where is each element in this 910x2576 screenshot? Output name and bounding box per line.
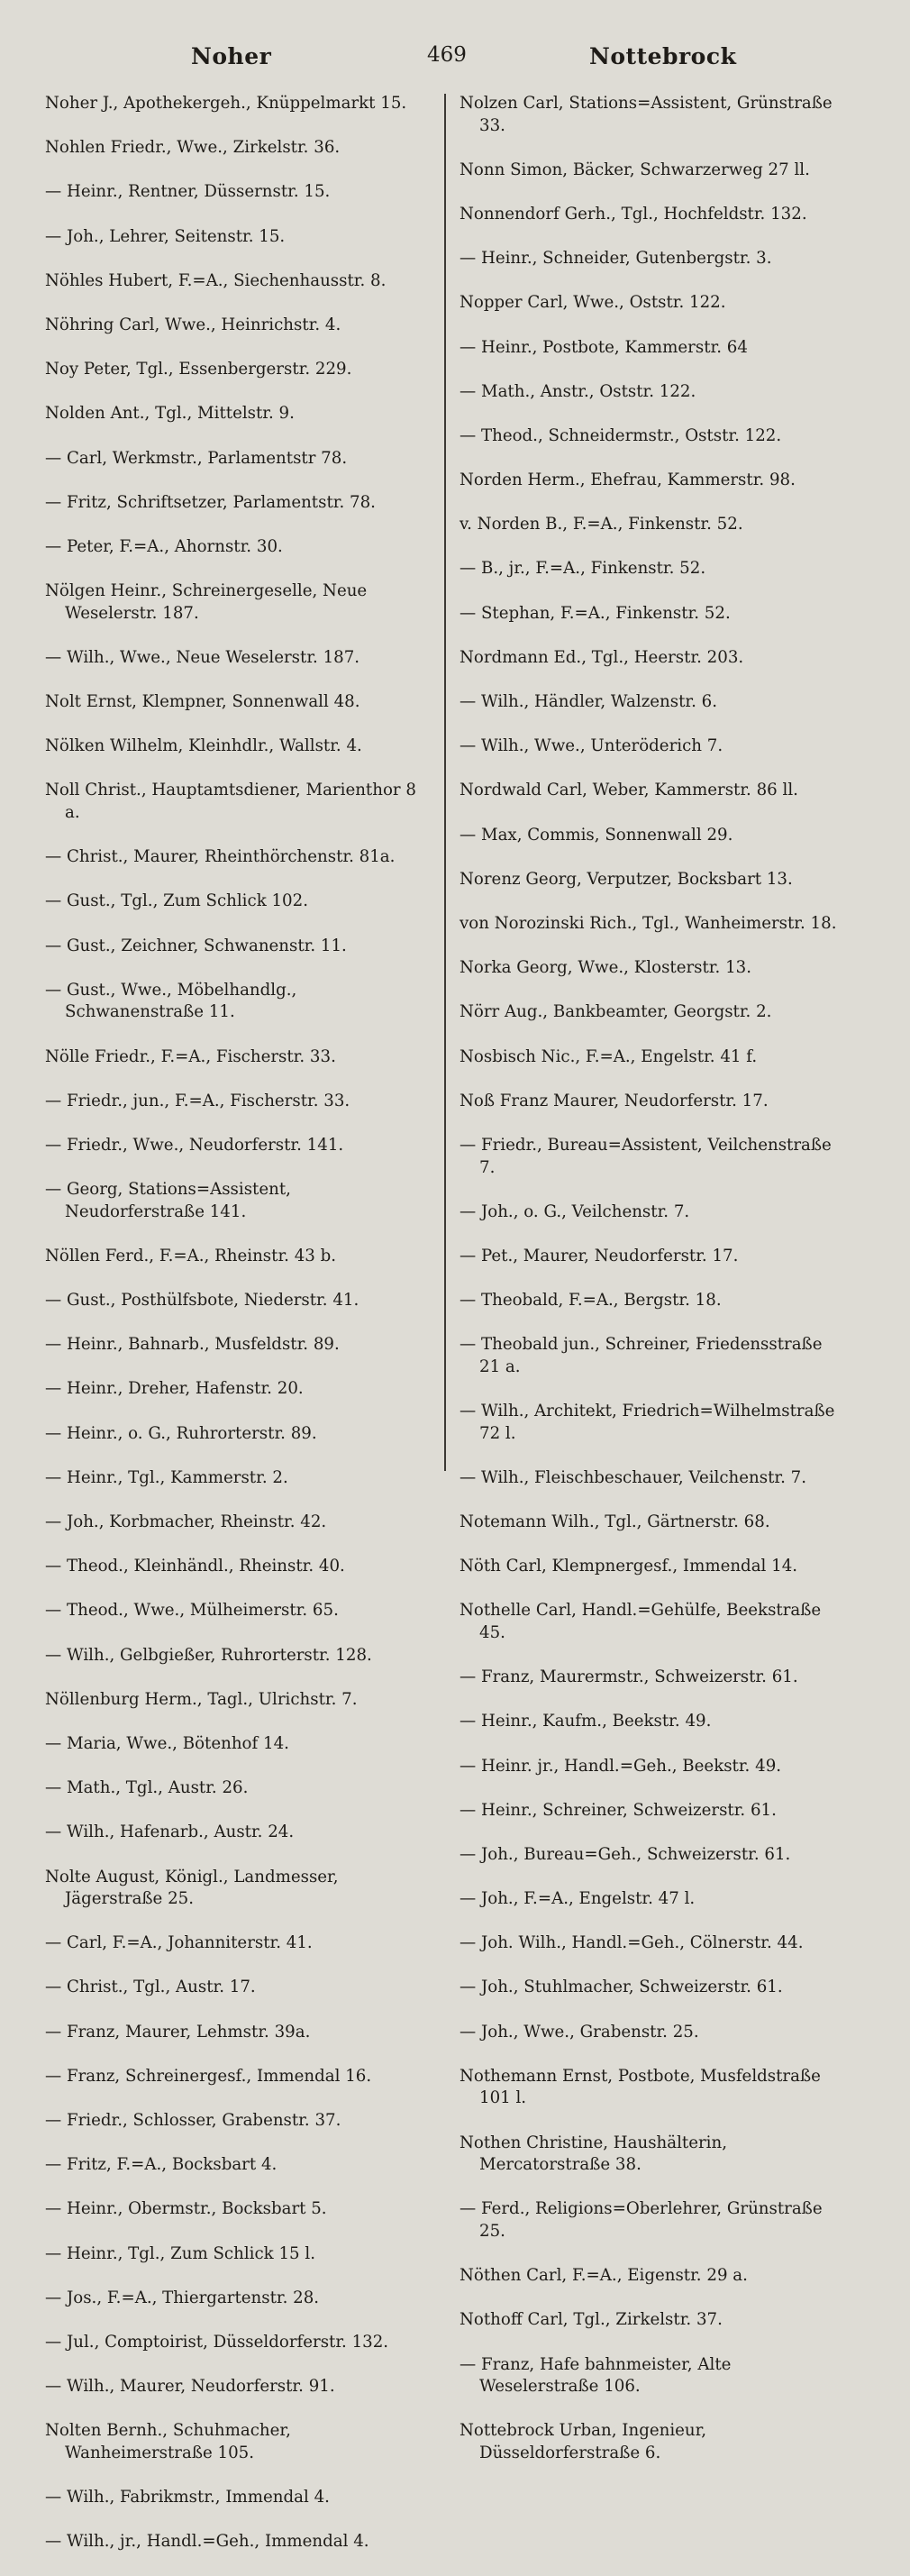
directory-entry: — Theod., Schneidermstr., Oststr. 122.	[460, 425, 782, 445]
directory-entry: — Heinr., Rentner, Düssernstr. 15.	[45, 182, 331, 202]
directory-entry: — Heinr., Obermstr., Bocksbart 5.	[45, 2199, 327, 2219]
directory-entry: Nölle Friedr., F.=A., Fischerstr. 33.	[45, 1046, 336, 1066]
directory-entry: — Joh. Wilh., Handl.=Geh., Cölnerstr. 44.	[460, 1933, 804, 1953]
directory-entry: Nöhles Hubert, F.=A., Siechenhausstr. 8.	[45, 270, 387, 290]
directory-entry: — Theobald jun., Schreiner, Friedensstraße 21 a.	[460, 1335, 823, 1376]
directory-entry: — Wilh., Gelbgießer, Ruhrorterstr. 128.	[45, 1645, 372, 1665]
directory-entry: Nöth Carl, Klempnergesf., Immendal 14.	[460, 1557, 798, 1576]
directory-entry: — Gust., Tgl., Zum Schlick 102.	[45, 891, 308, 911]
directory-entry: — Friedr., Bureau=Assistent, Veilchenstraße 7.	[460, 1135, 832, 1177]
directory-entry: — Jul., Comptoirist, Düsseldorferstr. 132.	[45, 2332, 389, 2352]
directory-entry: — Wilh., Fleischbeschauer, Veilchenstr. 7.	[460, 1467, 806, 1487]
directory-entry: — Joh., Korbmacher, Rheinstr. 42.	[45, 1512, 327, 1531]
directory-entry: — Franz, Schreinergesf., Immendal 16.	[45, 2066, 372, 2086]
directory-entry: — Heinr., Kaufm., Beekstr. 49.	[460, 1712, 712, 1731]
directory-entry: v. Norden B., F.=A., Finkenstr. 52.	[460, 515, 743, 534]
directory-entry: — Carl, Werkmstr., Parlamentstr 78.	[45, 448, 348, 468]
directory-entry: Nothoff Carl, Tgl., Zirkelstr. 37.	[460, 2310, 723, 2330]
directory-entry: — Friedr., Schlosser, Grabenstr. 37.	[45, 2111, 341, 2131]
directory-entry: Nonn Simon, Bäcker, Schwarzerweg 27 ll.	[460, 160, 810, 179]
directory-entry: Nöllen Ferd., F.=A., Rheinstr. 43 b.	[45, 1246, 337, 1265]
directory-entry: Nolzen Carl, Stations=Assistent, Grünstraße 33.	[460, 94, 833, 135]
left-column	[45, 93, 431, 2576]
header-right-keyword: Nottebrock	[589, 43, 737, 69]
directory-entry: — Jos., F.=A., Thiergartenstr. 28.	[45, 2288, 320, 2307]
directory-entry: — Wilh., jr., Handl.=Geh., Immendal 4.	[45, 2532, 369, 2552]
directory-entry: — Heinr., Schreiner, Schweizerstr. 61.	[460, 1800, 777, 1820]
directory-entry: Norka Georg, Wwe., Klosterstr. 13.	[460, 958, 751, 978]
directory-entry: — Pet., Maurer, Neudorferstr. 17.	[460, 1246, 739, 1265]
directory-entry: Nolte August, Königl., Landmesser, Jägerstraße 25.	[45, 1867, 339, 1909]
directory-entry: Nonnendorf Gerh., Tgl., Hochfeldstr. 132.	[460, 204, 807, 224]
directory-entry: — Joh., Lehrer, Seitenstr. 15.	[45, 226, 286, 246]
directory-entry: — Christ., Maurer, Rheinthörchenstr. 81a.	[45, 847, 396, 867]
directory-entry: Noher J., Apothekergeh., Knüppelmarkt 15.	[45, 94, 407, 113]
directory-entry: — Carl, F.=A., Johanniterstr. 41.	[45, 1933, 313, 1953]
directory-entry: Noß Franz Maurer, Neudorferstr. 17.	[460, 1091, 769, 1110]
right-column	[460, 93, 847, 2487]
directory-entry: — Peter, F.=A., Ahornstr. 30.	[45, 536, 283, 556]
page-header	[0, 43, 910, 79]
directory-entry: — Heinr. jr., Handl.=Geh., Beekstr. 49.	[460, 1756, 782, 1776]
directory-entry: Nottebrock Urban, Ingenieur, Düsseldorferstraße 6.	[460, 2421, 707, 2462]
directory-entry: — Gust., Wwe., Möbelhandlg., Schwanenstraße 11.	[45, 980, 297, 1022]
directory-entry: — B., jr., F.=A., Finkenstr. 52.	[460, 559, 706, 579]
directory-entry: — Joh., Stuhlmacher, Schweizerstr. 61.	[460, 1978, 783, 1997]
directory-entry: — Heinr., Bahnarb., Musfeldstr. 89.	[45, 1335, 340, 1355]
directory-entry: — Max, Commis, Sonnenwall 29.	[460, 825, 733, 845]
directory-entry: Nohlen Friedr., Wwe., Zirkelstr. 36.	[45, 138, 341, 158]
directory-entry: Nordwald Carl, Weber, Kammerstr. 86 ll.	[460, 781, 798, 800]
directory-entry: — Christ., Tgl., Austr. 17.	[45, 1978, 256, 1997]
directory-entry: Nölken Wilhelm, Kleinhdlr., Wallstr. 4.	[45, 736, 362, 756]
directory-entry: Nörr Aug., Bankbeamter, Georgstr. 2.	[460, 1002, 772, 1022]
directory-entry: — Maria, Wwe., Bötenhof 14.	[45, 1733, 289, 1753]
directory-entry: — Franz, Hafe bahnmeister, Alte Weselerstraße 106.	[460, 2354, 732, 2397]
directory-entry: Nothemann Ernst, Postbote, Musfeldstraße 101 l.	[460, 2066, 821, 2108]
directory-entry: — Gust., Zeichner, Schwanenstr. 11.	[45, 936, 347, 955]
directory-entry: — Gust., Posthülfsbote, Niederstr. 41.	[45, 1291, 359, 1311]
directory-entry: — Theod., Kleinhändl., Rheinstr. 40.	[45, 1557, 345, 1576]
directory-entry: — Heinr., Postbote, Kammerstr. 64	[460, 337, 748, 357]
directory-entry: — Joh., F.=A., Engelstr. 47 l.	[460, 1889, 696, 1909]
directory-entry: Nothelle Carl, Handl.=Gehülfe, Beekstraße 45.	[460, 1601, 822, 1642]
directory-entry: — Heinr., Tgl., Kammerstr. 2.	[45, 1467, 288, 1487]
directory-entry: Nopper Carl, Wwe., Oststr. 122.	[460, 293, 726, 313]
directory-entry: Nolten Bernh., Schuhmacher, Wanheimerstraße 105.	[45, 2421, 291, 2462]
directory-entry: — Theod., Wwe., Mülheimerstr. 65.	[45, 1601, 339, 1621]
directory-entry: — Wilh., Fabrikmstr., Immendal 4.	[45, 2488, 330, 2507]
directory-entry: Nölgen Heinr., Schreinergeselle, Neue Weselerstr. 187.	[45, 581, 368, 623]
directory-entry: Nöllenburg Herm., Tagl., Ulrichstr. 7.	[45, 1689, 358, 1709]
header-left-keyword: Noher	[191, 43, 272, 69]
directory-entry: Nothen Christine, Haushälterin, Mercatorstraße 38.	[460, 2133, 727, 2175]
directory-entry: — Wilh., Architekt, Friedrich=Wilhelmstraße 72 l.	[460, 1402, 835, 1443]
directory-entry: — Math., Tgl., Austr. 26.	[45, 1778, 249, 1798]
directory-entry: Nolt Ernst, Klempner, Sonnenwall 48.	[45, 692, 360, 712]
directory-entry: — Heinr., Dreher, Hafenstr. 20.	[45, 1379, 304, 1399]
directory-entry: — Joh., Wwe., Grabenstr. 25.	[460, 2022, 699, 2042]
directory-entry: — Friedr., Wwe., Neudorferstr. 141.	[45, 1135, 344, 1155]
directory-entry: — Wilh., Händler, Walzenstr. 6.	[460, 692, 718, 712]
directory-entry: Nolden Ant., Tgl., Mittelstr. 9.	[45, 404, 295, 424]
directory-entry: Notemann Wilh., Tgl., Gärtnerstr. 68.	[460, 1512, 770, 1531]
directory-entry: — Fritz, Schriftsetzer, Parlamentstr. 78.	[45, 492, 376, 512]
directory-entry: — Heinr., Tgl., Zum Schlick 15 l.	[45, 2243, 315, 2263]
directory-entry: Nordmann Ed., Tgl., Heerstr. 203.	[460, 647, 744, 667]
directory-entry: Noy Peter, Tgl., Essenbergerstr. 229.	[45, 360, 352, 379]
directory-entry: — Heinr., Schneider, Gutenbergstr. 3.	[460, 249, 772, 269]
directory-entry: — Franz, Maurermstr., Schweizerstr. 61.	[460, 1667, 798, 1687]
directory-entry: — Friedr., jun., F.=A., Fischerstr. 33.	[45, 1091, 350, 1110]
directory-entry: Nöhring Carl, Wwe., Heinrichstr. 4.	[45, 315, 341, 334]
directory-entry: Norenz Georg, Verputzer, Bocksbart 13.	[460, 869, 793, 889]
directory-entry: — Wilh., Wwe., Neue Weselerstr. 187.	[45, 647, 360, 667]
directory-entry: — Theobald, F.=A., Bergstr. 18.	[460, 1291, 722, 1311]
directory-entry: Norden Herm., Ehefrau, Kammerstr. 98.	[460, 470, 796, 490]
directory-entry: — Wilh., Maurer, Neudorferstr. 91.	[45, 2377, 335, 2397]
directory-entry: — Joh., Bureau=Geh., Schweizerstr. 61.	[460, 1844, 791, 1864]
directory-entry: — Wilh., Hafenarb., Austr. 24.	[45, 1822, 295, 1842]
page-number: 469	[427, 43, 467, 67]
directory-entry: — Georg, Stations=Assistent, Neudorferstraße 141.	[45, 1180, 291, 1221]
column-divider	[444, 94, 446, 1471]
directory-entry: von Norozinski Rich., Tgl., Wanheimerstr. 18.	[460, 913, 837, 933]
directory-entry: — Math., Anstr., Oststr. 122.	[460, 381, 696, 401]
directory-entry: Noll Christ., Hauptamtsdiener, Marienthor 8 a.	[45, 781, 416, 822]
directory-entry: Nosbisch Nic., F.=A., Engelstr. 41 f.	[460, 1046, 758, 1066]
directory-entry: — Franz, Maurer, Lehmstr. 39a.	[45, 2022, 311, 2042]
directory-entry: — Joh., o. G., Veilchenstr. 7.	[460, 1201, 690, 1221]
directory-entry: — Stephan, F.=A., Finkenstr. 52.	[460, 603, 731, 623]
directory-entry: — Heinr., o. G., Ruhrorterstr. 89.	[45, 1423, 317, 1443]
directory-entry: — Fritz, F.=A., Bocksbart 4.	[45, 2155, 278, 2175]
directory-entry: Nöthen Carl, F.=A., Eigenstr. 29 a.	[460, 2266, 748, 2286]
directory-entry: — Ferd., Religions=Oberlehrer, Grünstraße 25.	[460, 2199, 823, 2241]
directory-entry: — Wilh., Wwe., Unteröderich 7.	[460, 736, 723, 756]
